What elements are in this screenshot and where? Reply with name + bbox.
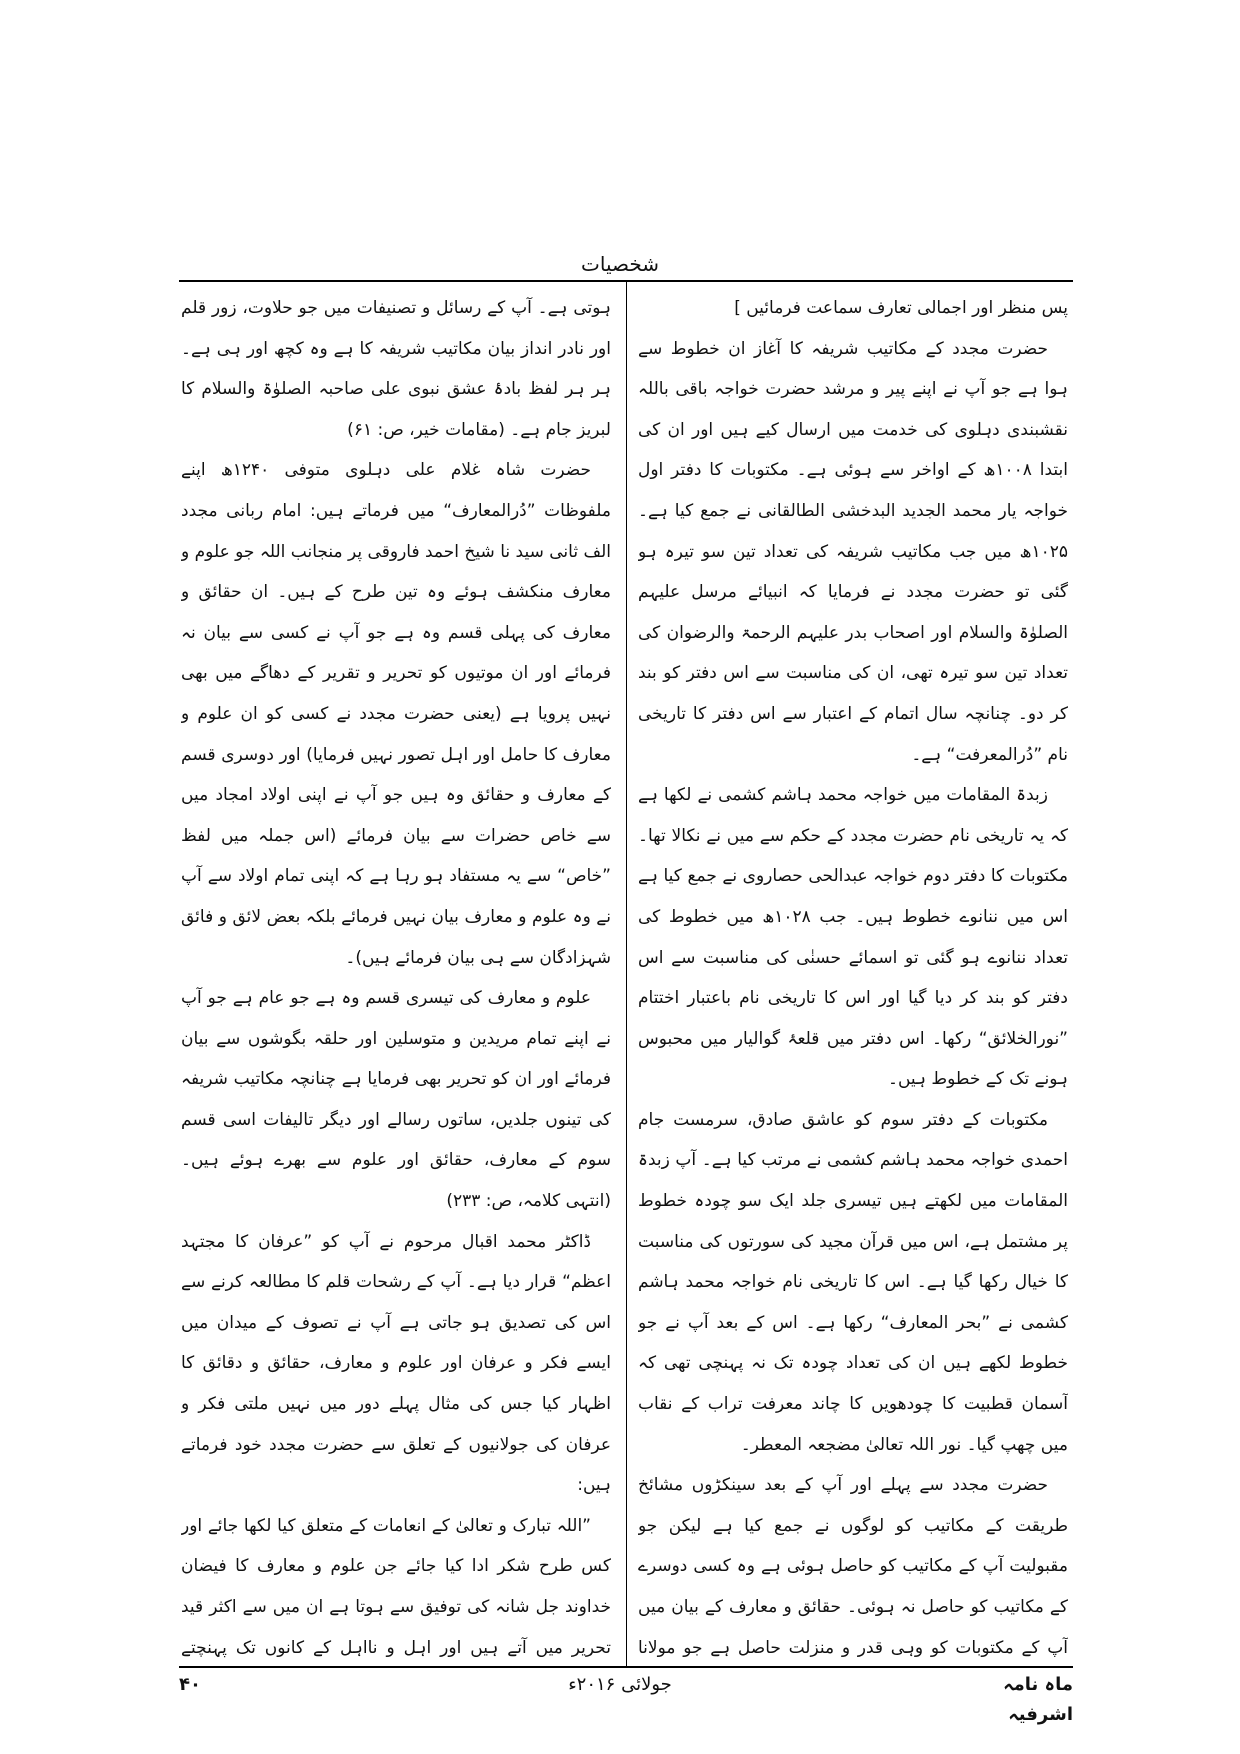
paragraph: علوم و معارف کی تیسری قسم وہ ہے جو عام ہے جو آپ نے اپنے تمام مریدین و متوسلین اور حلقہ بگوشوں سے بیان فرمائے اور ان کو تحریر بھی فرمایا ہے چنانچہ مکاتیب شریفہ کی تینوں جلدیں، ساتوں رسالے اور دیگر تالیفات اسی قسم سوم کے معارف، حقائق اور علوم سے بھرے ہوئے ہیں۔ (انتہی کلامہ، ص: ۲۳۳)	[181, 988, 611, 1212]
paragraph: ڈاکٹر محمد اقبال مرحوم نے آپ کو ”عرفان کا مجتہد اعظم“ قرار دیا ہے۔ آپ کے رشحات قلم کا مطالعہ کرنے سے اس کی تصدیق ہو جاتی ہے آپ نے تصوف کے میدان میں ایسے فکر و عرفان اور علوم و معارف، حقائق و دقائق کا اظہار کیا جس کی مثال پہلے دور میں نہیں ملتی فکر و عرفان کی جولانیوں کے تعلق سے حضرت مجدد خود فرماتے ہیں:	[181, 1231, 611, 1496]
paragraph: مکتوبات کے دفتر سوم کو عاشق صادق، سرمست جام احمدی خواجہ محمد ہاشم کشمی نے مرتب کیا ہے۔ آپ زبدۃ المقامات میں لکھتے ہیں تیسری جلد ایک سو چودہ خطوط پر مشتمل ہے، اس میں قرآن مجید کی سورتوں کی مناسبت کا خیال رکھا گیا ہے۔ اس کا تاریخی نام خواجہ محمد ہاشم کشمی نے ”بحر المعارف“ رکھا ہے۔ اس کے بعد آپ نے جو خطوط لکھے ہیں ان کی تعداد چودہ تک نہ پہنچی تھی کہ آسمان قطبیت کا چودھویں کا چاند معرفت تراب کے نقاب میں چھپ گیا۔ نور اللہ تعالیٰ مضجعہ المعطر۔	[638, 1109, 1068, 1455]
section-title: شخصیات	[581, 252, 659, 276]
issue-date: جولائی ۲۰۱۶ء	[568, 1674, 672, 1695]
right-column	[638, 288, 1068, 1658]
paragraph: حضرت شاہ غلام علی دہلوی متوفی ۱۲۴۰ھ اپنے ملفوظات ”دُرالمعارف“ میں فرماتے ہیں: امام ربانی مجدد الف ثانی سید نا شیخ احمد فاروقی پر منجانب اللہ جو علوم و معارف منکشف ہوئے وہ تین طرح کے ہیں۔ ان حقائق و معارف کی پہلی قسم وہ ہے جو آپ نے کسی سے بیان نہ فرمائے اور ان موتیوں کو تحریر و تقریر کے دھاگے میں بھی نہیں پرویا ہے (یعنی حضرت مجدد نے کسی کو ان علوم و معارف کا حامل اور اہل تصور نہیں فرمایا) اور دوسری قسم کے معارف و حقائق وہ ہیں جو آپ نے اپنی اولاد امجاد میں سے خاص حضرات سے بیان فرمائے (اس جملہ میں لفظ ”خاص“ سے یہ مستفاد ہو رہا ہے کہ اپنی تمام اولاد سے آپ نے وہ علوم و معارف بیان نہیں فرمائے بلکہ بعض لائق و فائق شہزادگان سے ہی بیان فرمائے ہیں)۔	[181, 460, 611, 968]
paragraph: زبدۃ المقامات میں خواجہ محمد ہاشم کشمی نے لکھا ہے کہ یہ تاریخی نام حضرت مجدد کے حکم سے میں نے نکالا تھا۔ مکتوبات کا دفتر دوم خواجہ عبدالحی حصاروی نے جمع کیا ہے اس میں ننانوے خطوط ہیں۔ جب ۱۰۲۸ھ میں خطوط کی تعداد ننانوے ہو گئی تو اسمائے حسنٰی کی مناسبت سے اس دفتر کو بند کر دیا گیا اور اس کا تاریخی نام باعتبار اختتام ”نورالخلائق“ رکھا۔ اس دفتر میں قلعۂ گوالیار میں محبوس ہونے تک کے خطوط ہیں۔	[638, 785, 1068, 1090]
paragraph: ہوتی ہے۔ آپ کے رسائل و تصنیفات میں جو حلاوت، زور قلم اور نادر انداز بیان مکاتیب شریفہ کا ہے وہ کچھ اور ہی ہے۔ ہر ہر لفظ بادۂ عشق نبوی علی صاحبہ الصلوٰۃ والسلام کا لبریز جام ہے۔ (مقامات خیر، ص: ۶۱)	[181, 298, 611, 440]
paragraph: حضرت مجدد سے پہلے اور آپ کے بعد سینکڑوں مشائخ طریقت کے مکاتیب کو لوگوں نے جمع کیا ہے لیکن جو مقبولیت آپ کے مکاتیب کو حاصل ہوئی ہے وہ کسی دوسرے کے مکاتیب کو حاصل نہ ہوئی۔ حقائق و معارف کے بیان میں آپ کے مکتوبات کو وہی قدر و منزلت حاصل ہے جو مولانا	[638, 1475, 1068, 1658]
footer-rule	[179, 1666, 1073, 1668]
page-number: ۴۰	[179, 1674, 201, 1695]
paragraph: حضرت مجدد کے مکاتیب شریفہ کا آغاز ان خطوط سے ہوا ہے جو آپ نے اپنے پیر و مرشد حضرت خواجہ باقی باللہ نقشبندی دہلوی کی خدمت میں ارسال کیے ہیں اور ان کی ابتدا ۱۰۰۸ھ کے اواخر سے ہوئی ہے۔ مکتوبات کا دفتر اول خواجہ یار محمد الجدید البدخشی الطالقانی نے جمع کیا ہے۔ ۱۰۲۵ھ میں جب مکاتیب شریفہ کی تعداد تین سو تیرہ ہو گئی تو حضرت مجدد نے فرمایا کہ انبیائے مرسل علیہم الصلوٰۃ والسلام اور اصحاب بدر علیہم الرحمۃ والرضوان کی تعداد تین سو تیرہ تھی، ان کی مناسبت سے اس دفتر کو بند کر دو۔ چنانچہ سال اتمام کے اعتبار سے اس دفتر کا تاریخی نام ”دُرالمعرفت“ ہے۔	[638, 338, 1068, 765]
left-column	[181, 288, 611, 1658]
magazine-name: ماہ نامہ اشرفیہ	[1003, 1674, 1073, 1725]
paragraph: پس منظر اور اجمالی تعارف سماعت فرمائیں ]	[734, 298, 1068, 318]
paragraph: ”اللہ تبارک و تعالیٰ کے انعامات کے متعلق کیا لکھا جائے اور کس طرح شکر ادا کیا جائے جن علوم و معارف کا فیضان خداوند جل شانہ کی توفیق سے ہوتا ہے ان میں سے اکثر قید تحریر میں آتے ہیں اور اہل و نااہل کے کانوں تک پہنچتے	[181, 1515, 611, 1658]
column-divider	[626, 282, 627, 1666]
